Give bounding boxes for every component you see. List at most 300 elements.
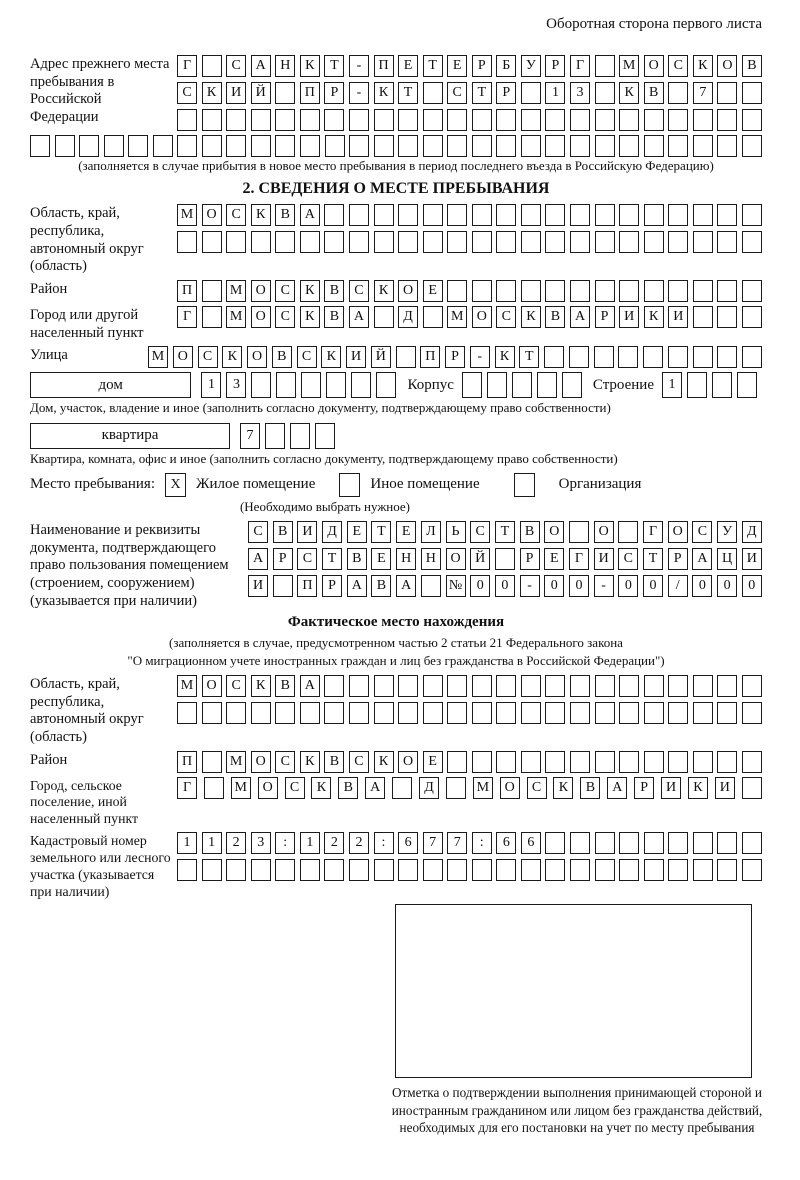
char-cell[interactable] <box>324 231 344 253</box>
char-cell[interactable] <box>619 859 639 881</box>
char-cell[interactable]: Д <box>398 306 418 328</box>
char-cell[interactable] <box>717 859 737 881</box>
char-cell[interactable] <box>742 204 762 226</box>
char-cell[interactable] <box>273 575 293 597</box>
char-cell[interactable]: К <box>300 751 320 773</box>
char-cell[interactable] <box>595 859 615 881</box>
char-cell[interactable] <box>349 859 369 881</box>
char-cell[interactable]: 0 <box>717 575 737 597</box>
char-cell[interactable] <box>398 204 418 226</box>
char-cell[interactable] <box>644 280 664 302</box>
char-cell[interactable] <box>275 702 295 724</box>
char-cell[interactable]: К <box>374 82 394 104</box>
char-cell[interactable]: А <box>300 675 320 697</box>
char-cell[interactable] <box>644 231 664 253</box>
char-cell[interactable]: 6 <box>521 832 541 854</box>
char-cell[interactable] <box>447 280 467 302</box>
char-cell[interactable]: И <box>619 306 639 328</box>
char-cell[interactable]: А <box>692 548 712 570</box>
char-cell[interactable]: 2 <box>226 832 246 854</box>
char-cell[interactable]: Т <box>472 82 492 104</box>
char-cell[interactable]: Д <box>419 777 439 799</box>
char-cell[interactable] <box>545 109 565 131</box>
char-cell[interactable]: Г <box>177 306 197 328</box>
char-cell[interactable] <box>570 135 590 157</box>
char-cell[interactable] <box>447 751 467 773</box>
char-cell[interactable]: К <box>300 280 320 302</box>
char-cell[interactable]: С <box>285 777 305 799</box>
char-cell[interactable]: К <box>321 346 341 368</box>
char-cell[interactable] <box>226 135 246 157</box>
char-cell[interactable] <box>687 372 707 398</box>
char-cell[interactable] <box>570 751 590 773</box>
char-cell[interactable] <box>472 135 492 157</box>
char-cell[interactable]: А <box>349 306 369 328</box>
char-cell[interactable]: С <box>349 280 369 302</box>
char-cell[interactable] <box>717 135 737 157</box>
char-cell[interactable]: И <box>346 346 366 368</box>
char-cell[interactable] <box>55 135 75 157</box>
char-cell[interactable] <box>693 859 713 881</box>
char-cell[interactable]: С <box>618 548 638 570</box>
char-cell[interactable] <box>668 832 688 854</box>
char-cell[interactable] <box>742 231 762 253</box>
char-cell[interactable]: 6 <box>398 832 418 854</box>
char-cell[interactable]: К <box>251 204 271 226</box>
char-cell[interactable] <box>717 751 737 773</box>
char-cell[interactable]: К <box>374 751 394 773</box>
char-cell[interactable]: 6 <box>496 832 516 854</box>
char-cell[interactable]: К <box>251 675 271 697</box>
char-cell[interactable] <box>570 280 590 302</box>
char-cell[interactable]: О <box>500 777 520 799</box>
char-cell[interactable]: В <box>273 521 293 543</box>
char-cell[interactable] <box>693 751 713 773</box>
char-cell[interactable]: А <box>396 575 416 597</box>
char-cell[interactable] <box>644 751 664 773</box>
char-cell[interactable] <box>717 280 737 302</box>
char-cell[interactable] <box>570 832 590 854</box>
char-cell[interactable] <box>446 777 466 799</box>
char-cell[interactable] <box>537 372 557 398</box>
char-cell[interactable]: Т <box>423 55 443 77</box>
char-cell[interactable] <box>570 231 590 253</box>
char-cell[interactable] <box>619 135 639 157</box>
char-cell[interactable]: 0 <box>544 575 564 597</box>
char-cell[interactable] <box>644 204 664 226</box>
char-cell[interactable]: Т <box>371 521 391 543</box>
char-cell[interactable]: 7 <box>423 832 443 854</box>
char-cell[interactable]: О <box>258 777 278 799</box>
char-cell[interactable] <box>349 135 369 157</box>
char-cell[interactable] <box>595 751 615 773</box>
char-cell[interactable] <box>315 423 335 449</box>
char-cell[interactable] <box>717 204 737 226</box>
char-cell[interactable] <box>300 109 320 131</box>
char-cell[interactable]: В <box>324 751 344 773</box>
char-cell[interactable] <box>276 372 296 398</box>
char-cell[interactable]: Г <box>570 55 590 77</box>
char-cell[interactable] <box>742 702 762 724</box>
char-cell[interactable]: М <box>226 306 246 328</box>
char-cell[interactable] <box>447 702 467 724</box>
char-cell[interactable]: С <box>226 55 246 77</box>
char-cell[interactable] <box>398 109 418 131</box>
char-cell[interactable] <box>447 675 467 697</box>
char-cell[interactable] <box>521 231 541 253</box>
stay-option-organization-checkbox[interactable] <box>514 473 535 497</box>
char-cell[interactable]: П <box>177 280 197 302</box>
char-cell[interactable]: А <box>365 777 385 799</box>
char-cell[interactable] <box>423 204 443 226</box>
char-cell[interactable] <box>545 135 565 157</box>
char-cell[interactable]: В <box>347 548 367 570</box>
char-cell[interactable] <box>177 231 197 253</box>
char-cell[interactable] <box>374 109 394 131</box>
char-cell[interactable] <box>737 372 757 398</box>
char-cell[interactable]: О <box>398 751 418 773</box>
char-cell[interactable] <box>398 702 418 724</box>
char-cell[interactable]: О <box>544 521 564 543</box>
char-cell[interactable]: В <box>275 675 295 697</box>
char-cell[interactable] <box>251 109 271 131</box>
char-cell[interactable] <box>374 204 394 226</box>
char-cell[interactable] <box>693 832 713 854</box>
char-cell[interactable] <box>177 859 197 881</box>
char-cell[interactable] <box>496 231 516 253</box>
char-cell[interactable] <box>545 702 565 724</box>
char-cell[interactable]: - <box>594 575 614 597</box>
char-cell[interactable]: С <box>275 306 295 328</box>
char-cell[interactable] <box>619 204 639 226</box>
char-cell[interactable]: М <box>619 55 639 77</box>
char-cell[interactable] <box>251 702 271 724</box>
char-cell[interactable] <box>462 372 482 398</box>
char-cell[interactable] <box>202 109 222 131</box>
char-cell[interactable] <box>398 135 418 157</box>
char-cell[interactable] <box>300 231 320 253</box>
char-cell[interactable] <box>668 346 688 368</box>
char-cell[interactable] <box>374 859 394 881</box>
char-cell[interactable] <box>423 675 443 697</box>
char-cell[interactable]: 0 <box>569 575 589 597</box>
char-cell[interactable] <box>374 675 394 697</box>
char-cell[interactable]: О <box>594 521 614 543</box>
char-cell[interactable] <box>619 832 639 854</box>
char-cell[interactable] <box>521 204 541 226</box>
char-cell[interactable]: М <box>177 204 197 226</box>
char-cell[interactable]: А <box>347 575 367 597</box>
char-cell[interactable]: Т <box>519 346 539 368</box>
char-cell[interactable] <box>693 280 713 302</box>
char-cell[interactable]: В <box>371 575 391 597</box>
char-cell[interactable] <box>423 231 443 253</box>
char-cell[interactable] <box>619 280 639 302</box>
char-cell[interactable] <box>374 231 394 253</box>
char-cell[interactable]: Г <box>177 55 197 77</box>
char-cell[interactable] <box>717 109 737 131</box>
char-cell[interactable]: Р <box>520 548 540 570</box>
char-cell[interactable] <box>570 859 590 881</box>
char-cell[interactable]: А <box>251 55 271 77</box>
char-cell[interactable] <box>618 521 638 543</box>
char-cell[interactable]: Н <box>275 55 295 77</box>
char-cell[interactable]: 0 <box>618 575 638 597</box>
char-cell[interactable] <box>595 82 615 104</box>
char-cell[interactable] <box>595 55 615 77</box>
char-cell[interactable]: Е <box>347 521 367 543</box>
char-cell[interactable]: 7 <box>693 82 713 104</box>
char-cell[interactable] <box>447 231 467 253</box>
char-cell[interactable]: / <box>668 575 688 597</box>
char-cell[interactable] <box>300 859 320 881</box>
char-cell[interactable] <box>545 675 565 697</box>
char-cell[interactable]: К <box>311 777 331 799</box>
char-cell[interactable] <box>717 231 737 253</box>
char-cell[interactable]: М <box>148 346 168 368</box>
char-cell[interactable]: С <box>297 548 317 570</box>
char-cell[interactable]: С <box>527 777 547 799</box>
char-cell[interactable]: Р <box>445 346 465 368</box>
char-cell[interactable]: 1 <box>300 832 320 854</box>
char-cell[interactable]: 2 <box>324 832 344 854</box>
char-cell[interactable]: Д <box>742 521 762 543</box>
char-cell[interactable] <box>595 135 615 157</box>
char-cell[interactable]: 3 <box>570 82 590 104</box>
char-cell[interactable] <box>300 702 320 724</box>
char-cell[interactable]: У <box>717 521 737 543</box>
char-cell[interactable]: О <box>446 548 466 570</box>
stay-option-residential-checkbox[interactable]: X <box>165 473 186 497</box>
char-cell[interactable]: 1 <box>201 372 221 398</box>
char-cell[interactable]: Е <box>447 55 467 77</box>
char-cell[interactable]: В <box>644 82 664 104</box>
char-cell[interactable] <box>668 280 688 302</box>
char-cell[interactable] <box>644 832 664 854</box>
char-cell[interactable]: А <box>300 204 320 226</box>
char-cell[interactable]: С <box>692 521 712 543</box>
char-cell[interactable] <box>668 702 688 724</box>
char-cell[interactable]: Н <box>421 548 441 570</box>
char-cell[interactable]: В <box>545 306 565 328</box>
char-cell[interactable] <box>668 231 688 253</box>
char-cell[interactable] <box>742 306 762 328</box>
char-cell[interactable] <box>717 82 737 104</box>
char-cell[interactable]: : <box>374 832 394 854</box>
char-cell[interactable] <box>326 372 346 398</box>
char-cell[interactable] <box>668 751 688 773</box>
char-cell[interactable] <box>423 109 443 131</box>
char-cell[interactable]: П <box>177 751 197 773</box>
char-cell[interactable] <box>545 751 565 773</box>
char-cell[interactable]: Р <box>322 575 342 597</box>
char-cell[interactable]: А <box>607 777 627 799</box>
char-cell[interactable]: 0 <box>692 575 712 597</box>
char-cell[interactable] <box>693 135 713 157</box>
char-cell[interactable] <box>447 109 467 131</box>
char-cell[interactable]: П <box>297 575 317 597</box>
char-cell[interactable] <box>153 135 173 157</box>
char-cell[interactable]: С <box>248 521 268 543</box>
char-cell[interactable]: С <box>198 346 218 368</box>
char-cell[interactable]: Р <box>668 548 688 570</box>
char-cell[interactable] <box>204 777 224 799</box>
char-cell[interactable] <box>569 521 589 543</box>
char-cell[interactable] <box>275 135 295 157</box>
char-cell[interactable]: Т <box>643 548 663 570</box>
char-cell[interactable] <box>544 346 564 368</box>
char-cell[interactable] <box>521 82 541 104</box>
char-cell[interactable]: И <box>297 521 317 543</box>
char-cell[interactable]: 3 <box>251 832 271 854</box>
char-cell[interactable] <box>423 702 443 724</box>
char-cell[interactable] <box>562 372 582 398</box>
char-cell[interactable]: И <box>661 777 681 799</box>
char-cell[interactable]: В <box>742 55 762 77</box>
char-cell[interactable]: С <box>226 675 246 697</box>
char-cell[interactable] <box>742 859 762 881</box>
char-cell[interactable] <box>226 702 246 724</box>
char-cell[interactable] <box>644 859 664 881</box>
char-cell[interactable] <box>569 346 589 368</box>
char-cell[interactable] <box>496 859 516 881</box>
char-cell[interactable]: 1 <box>202 832 222 854</box>
char-cell[interactable] <box>472 109 492 131</box>
char-cell[interactable]: 3 <box>226 372 246 398</box>
char-cell[interactable] <box>742 135 762 157</box>
char-cell[interactable]: М <box>177 675 197 697</box>
char-cell[interactable]: О <box>717 55 737 77</box>
char-cell[interactable] <box>423 135 443 157</box>
char-cell[interactable]: О <box>202 675 222 697</box>
char-cell[interactable] <box>668 82 688 104</box>
char-cell[interactable] <box>251 231 271 253</box>
char-cell[interactable]: - <box>470 346 490 368</box>
char-cell[interactable] <box>496 135 516 157</box>
char-cell[interactable]: 1 <box>662 372 682 398</box>
char-cell[interactable]: О <box>472 306 492 328</box>
char-cell[interactable]: С <box>297 346 317 368</box>
char-cell[interactable]: П <box>420 346 440 368</box>
char-cell[interactable]: К <box>222 346 242 368</box>
char-cell[interactable] <box>374 702 394 724</box>
char-cell[interactable] <box>177 109 197 131</box>
char-cell[interactable]: К <box>644 306 664 328</box>
char-cell[interactable] <box>521 702 541 724</box>
char-cell[interactable] <box>202 55 222 77</box>
char-cell[interactable]: С <box>275 751 295 773</box>
char-cell[interactable] <box>349 204 369 226</box>
char-cell[interactable] <box>619 675 639 697</box>
char-cell[interactable]: О <box>398 280 418 302</box>
char-cell[interactable] <box>275 109 295 131</box>
char-cell[interactable]: К <box>495 346 515 368</box>
char-cell[interactable] <box>717 675 737 697</box>
char-cell[interactable] <box>717 306 737 328</box>
char-cell[interactable] <box>618 346 638 368</box>
char-cell[interactable]: П <box>300 82 320 104</box>
char-cell[interactable]: В <box>272 346 292 368</box>
char-cell[interactable]: Й <box>371 346 391 368</box>
char-cell[interactable]: М <box>447 306 467 328</box>
char-cell[interactable] <box>324 204 344 226</box>
char-cell[interactable]: Т <box>398 82 418 104</box>
char-cell[interactable] <box>644 675 664 697</box>
char-cell[interactable]: С <box>470 521 490 543</box>
char-cell[interactable]: 0 <box>470 575 490 597</box>
char-cell[interactable] <box>619 751 639 773</box>
char-cell[interactable] <box>742 675 762 697</box>
char-cell[interactable] <box>30 135 50 157</box>
char-cell[interactable]: К <box>300 306 320 328</box>
char-cell[interactable] <box>324 675 344 697</box>
char-cell[interactable]: Т <box>322 548 342 570</box>
stay-option-other-checkbox[interactable] <box>339 473 360 497</box>
char-cell[interactable] <box>202 702 222 724</box>
char-cell[interactable] <box>668 109 688 131</box>
char-cell[interactable] <box>398 859 418 881</box>
char-cell[interactable] <box>521 675 541 697</box>
char-cell[interactable]: - <box>349 55 369 77</box>
char-cell[interactable] <box>325 135 345 157</box>
char-cell[interactable] <box>570 204 590 226</box>
char-cell[interactable] <box>177 702 197 724</box>
char-cell[interactable]: - <box>520 575 540 597</box>
char-cell[interactable] <box>496 204 516 226</box>
char-cell[interactable] <box>693 702 713 724</box>
char-cell[interactable]: И <box>668 306 688 328</box>
char-cell[interactable] <box>301 372 321 398</box>
char-cell[interactable] <box>595 231 615 253</box>
char-cell[interactable]: И <box>248 575 268 597</box>
char-cell[interactable]: К <box>202 82 222 104</box>
char-cell[interactable]: Р <box>595 306 615 328</box>
char-cell[interactable]: И <box>742 548 762 570</box>
char-cell[interactable]: М <box>473 777 493 799</box>
char-cell[interactable] <box>742 832 762 854</box>
char-cell[interactable]: Й <box>470 548 490 570</box>
char-cell[interactable]: 1 <box>545 82 565 104</box>
char-cell[interactable]: А <box>570 306 590 328</box>
char-cell[interactable]: Ц <box>717 548 737 570</box>
char-cell[interactable] <box>324 702 344 724</box>
char-cell[interactable]: К <box>553 777 573 799</box>
char-cell[interactable] <box>447 859 467 881</box>
char-cell[interactable] <box>496 675 516 697</box>
char-cell[interactable] <box>693 204 713 226</box>
char-cell[interactable]: О <box>251 280 271 302</box>
char-cell[interactable] <box>496 280 516 302</box>
char-cell[interactable]: К <box>688 777 708 799</box>
char-cell[interactable] <box>472 280 492 302</box>
char-cell[interactable]: - <box>349 82 369 104</box>
char-cell[interactable] <box>396 346 416 368</box>
char-cell[interactable]: 7 <box>240 423 260 449</box>
char-cell[interactable] <box>521 751 541 773</box>
char-cell[interactable]: : <box>275 832 295 854</box>
char-cell[interactable] <box>275 82 295 104</box>
char-cell[interactable] <box>349 109 369 131</box>
char-cell[interactable] <box>644 702 664 724</box>
char-cell[interactable] <box>742 280 762 302</box>
char-cell[interactable] <box>374 135 394 157</box>
char-cell[interactable]: О <box>644 55 664 77</box>
char-cell[interactable]: С <box>275 280 295 302</box>
char-cell[interactable]: С <box>177 82 197 104</box>
char-cell[interactable] <box>742 777 762 799</box>
char-cell[interactable] <box>79 135 99 157</box>
char-cell[interactable]: Г <box>569 548 589 570</box>
